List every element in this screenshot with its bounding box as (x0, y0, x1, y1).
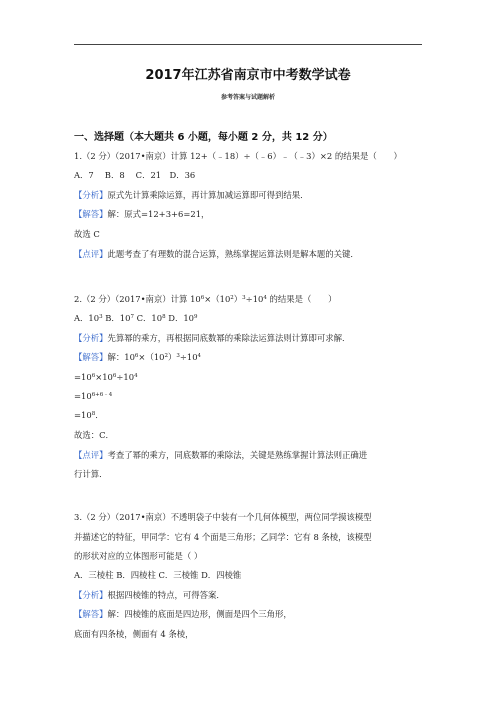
stem-part: ×（10 (204, 294, 231, 304)
q2-choice: 故选：C． (74, 430, 114, 440)
solution-text: 解：原式=12+3+6=21， (107, 209, 210, 219)
exponent: 4 (197, 353, 202, 359)
exponent: 6 (91, 373, 96, 379)
q3-stem-3: 的形状对应的立体图形可能是（ ） (74, 551, 203, 561)
step-part: =10 (74, 372, 92, 382)
step-part: ×10 (95, 372, 113, 382)
step-part: ÷10 (116, 372, 135, 382)
q3-stem-2: 并描述它的特征，甲同学：它有 4 个面是三角形；乙同学：它有 8 条棱，该模型 (74, 532, 372, 542)
exponent: 4 (263, 295, 267, 301)
exponent: 2 (230, 295, 234, 301)
stem-part: 的结果是（ ） (266, 294, 337, 304)
q2-options (74, 312, 426, 324)
exponent: 6 (134, 353, 139, 359)
q1-options: A．7 B．8 C．21 D．36 (74, 170, 196, 180)
q2-step-1 (74, 371, 426, 383)
exponent: 6+6﹣4 (91, 392, 113, 398)
q2-analysis (74, 332, 426, 344)
solution-part: 解：10 (107, 352, 135, 362)
stem-part: 2.（2 分）（2017•南京）计算 10 (74, 294, 201, 304)
q3-solution (74, 608, 426, 620)
q1-comment (74, 248, 426, 260)
exponent: 6 (200, 295, 205, 301)
q3-options: A．三棱柱 B．四棱柱 C．三棱锥 D．四棱锥 (74, 570, 242, 580)
comment-text: 此题考查了有理数的混合运算，熟练掌握运算法则是解本题的关键． (107, 249, 359, 259)
exponent: 8 (162, 314, 166, 320)
analysis-tag: 【分析】 (74, 190, 108, 200)
exponent: 4 (134, 373, 138, 379)
q2-stem (74, 293, 426, 305)
step-part: ． (95, 410, 104, 420)
exponent: 3 (176, 353, 180, 359)
solution-text: 解：四棱锥的底面是四边形，侧面是四个三角形， (107, 609, 292, 619)
solution-part: ÷10 (179, 352, 198, 362)
solution-tag: 【解答】 (74, 209, 108, 219)
analysis-tag: 【分析】 (74, 333, 108, 343)
analysis-text: 根据四棱锥的特点，可得答案． (107, 590, 225, 600)
header-rule (74, 44, 422, 45)
analysis-text: 先算幂的乘方，再根据同底数幂的乘除法运算法则计算即可求解． (107, 333, 351, 343)
solution-part: ×（10 (138, 352, 165, 362)
solution-tag: 【解答】 (74, 609, 108, 619)
q1-analysis (74, 189, 426, 201)
q3-solution-cont: 底面有四条棱，侧面有 4 条棱， (74, 629, 194, 639)
comment-tag: 【点评】 (74, 249, 108, 259)
page-subtitle: 参考答案与试题解析 (220, 94, 275, 101)
analysis-tag: 【分析】 (74, 590, 108, 600)
q2-comment (74, 449, 426, 461)
step-part: =10 (74, 410, 92, 420)
exponent: 7 (130, 314, 134, 320)
analysis-text: 原式先计算乘除运算，再计算加减运算即可得到结果． (107, 190, 309, 200)
q3-analysis (74, 589, 426, 601)
exponent: 6 (112, 373, 117, 379)
solution-part: ） (167, 352, 177, 362)
exponent: 3 (242, 295, 246, 301)
exponent: 8 (91, 411, 96, 417)
exponent: 2 (164, 353, 168, 359)
stem-part: ÷10 (245, 294, 264, 304)
solution-tag: 【解答】 (74, 352, 108, 362)
exponent: 9 (193, 314, 198, 320)
section-heading: 一、选择题（本大题共 6 小题，每小题 2 分，共 12 分） (74, 132, 333, 143)
comment-text: 考查了幂的乘方，同底数幂的乘除法，关键是熟练掌握计算法则正确进 (107, 450, 368, 460)
q2-step-2 (74, 390, 426, 402)
stem-part: ） (233, 294, 243, 304)
q3-stem-1: 3.（2 分）（2017•南京）不透明袋子中装有一个几何体模型，两位同学摸该模型 (74, 512, 372, 522)
q2-comment-cont: 行计算． (74, 469, 108, 479)
exponent: 3 (99, 314, 103, 320)
q1-stem: 1.（2 分）（2017•南京）计算 12+（﹣18）÷（﹣6）﹣（﹣3）×2 的结果是（ ） (74, 151, 402, 161)
option-a: A．10 (74, 313, 100, 323)
q1-choice: 故选 C (74, 229, 100, 239)
page-title: 2017年江苏省南京市中考数学试卷 (145, 68, 351, 83)
step-part: =10 (74, 391, 92, 401)
comment-tag: 【点评】 (74, 450, 108, 460)
q2-step-3 (74, 409, 426, 421)
q2-solution (74, 351, 426, 363)
option-b: B．10 (102, 313, 131, 323)
option-d: D．10 (165, 313, 194, 323)
option-c: C．10 (133, 313, 163, 323)
q1-solution (74, 208, 426, 220)
